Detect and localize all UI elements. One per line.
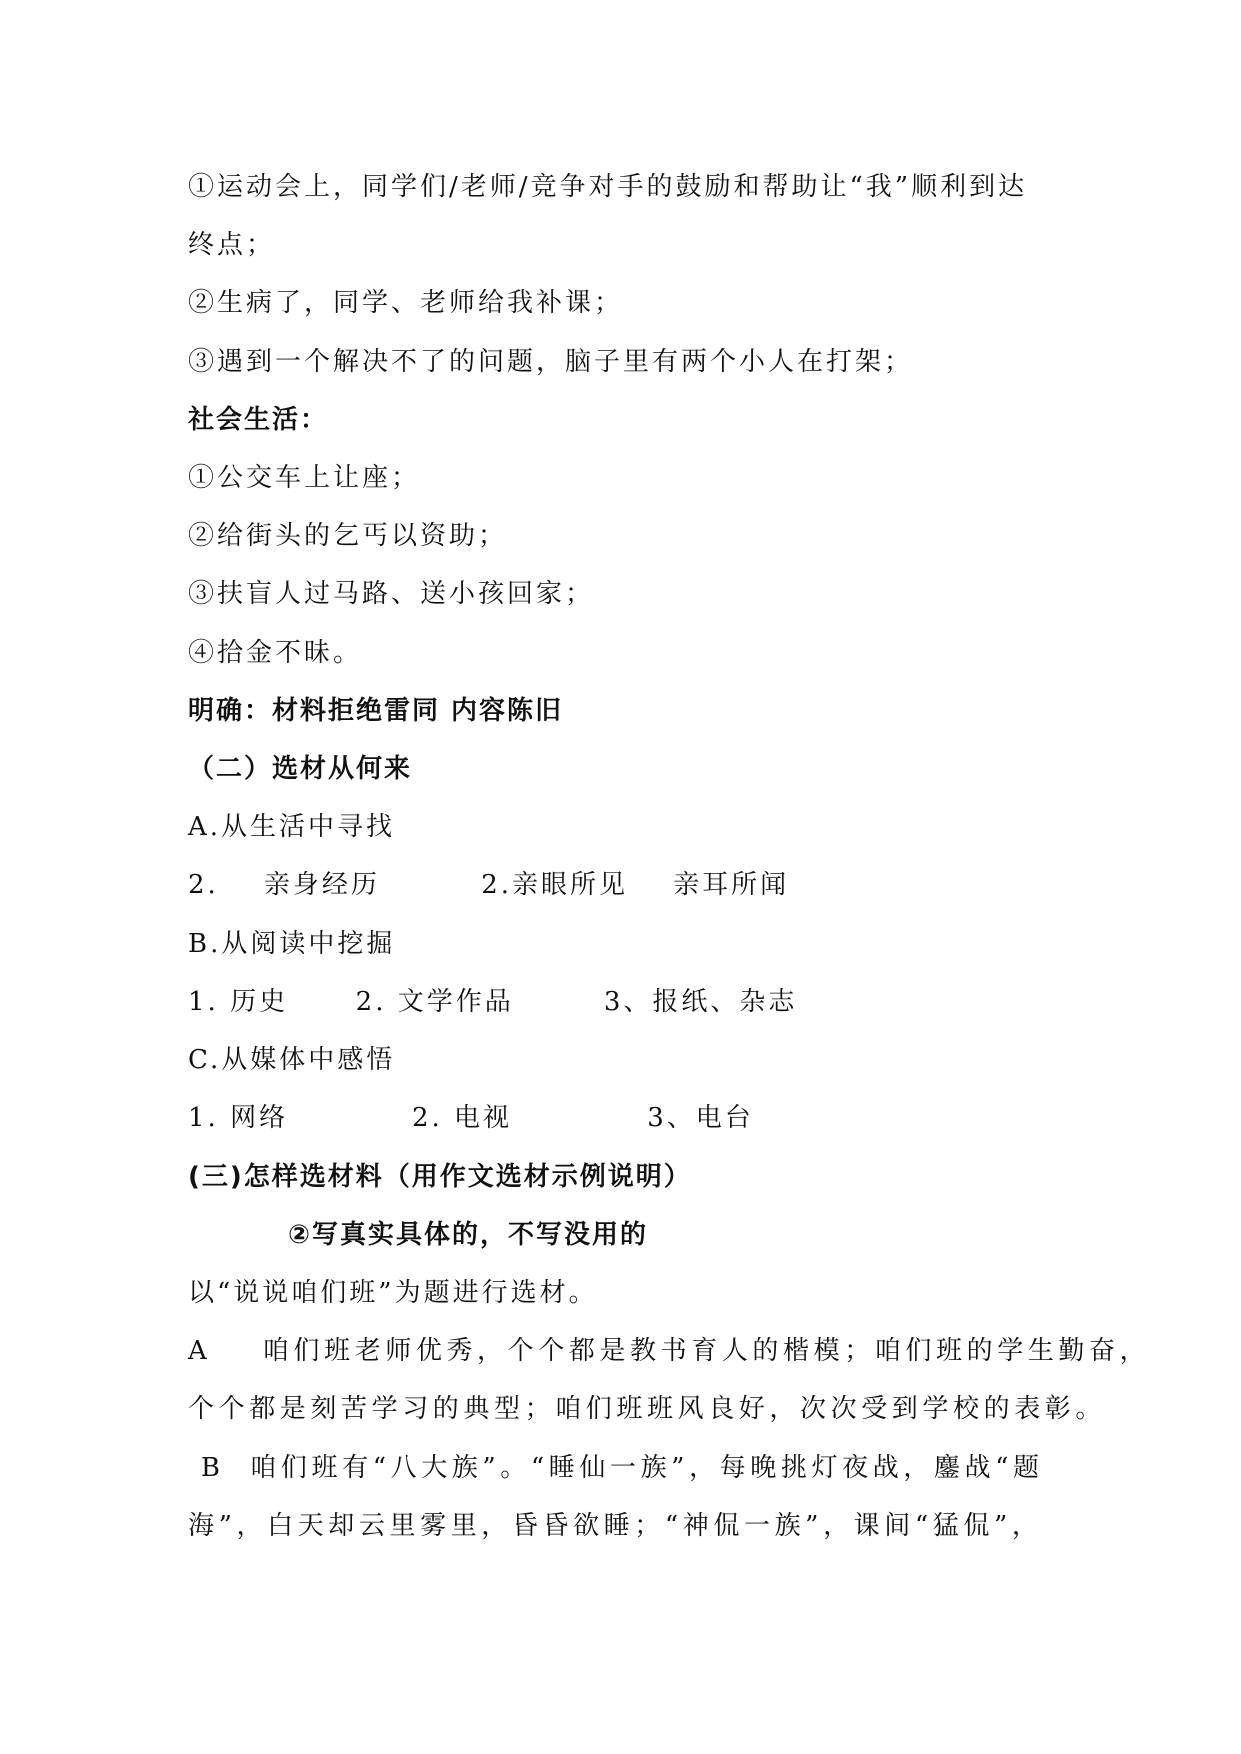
text-line: 2. 亲身经历 2.亲眼所见 亲耳所闻 bbox=[188, 870, 790, 900]
text-line: 个个都是刻苦学习的典型；咱们班班风良好，次次受到学校的表彰。 bbox=[188, 1394, 1107, 1424]
section-heading: （二）选材从何来 bbox=[188, 754, 413, 784]
text-line: A 咱们班老师优秀，个个都是教书育人的楷模；咱们班的学生勤奋， bbox=[188, 1336, 1151, 1366]
text-line: ②给街头的乞丐以资助； bbox=[188, 521, 508, 551]
text-line: 海”，白天却云里雾里，昏昏欲睡；“神侃一族”，课间“猛侃”， bbox=[188, 1511, 1043, 1541]
text-line: B 咱们班有“八大族”。“睡仙一族”，每晚挑灯夜战，鏖战“题 bbox=[188, 1453, 1044, 1483]
text-line: A.从生活中寻找 bbox=[188, 812, 396, 842]
text-line: ①公交车上让座； bbox=[188, 463, 421, 493]
text-line: ②生病了，同学、老师给我补课； bbox=[188, 288, 624, 318]
text-line: 终点； bbox=[188, 230, 276, 260]
text-line: 以“说说咱们班”为题进行选材。 bbox=[188, 1278, 598, 1308]
section-heading: 社会生活： bbox=[188, 405, 329, 435]
text-line: ①运动会上，同学们/老师/竞争对手的鼓励和帮助让“我”顺利到达 bbox=[188, 172, 1028, 202]
text-line: ③遇到一个解决不了的问题，脑子里有两个小人在打架； bbox=[188, 347, 914, 377]
text-line: C.从媒体中感悟 bbox=[188, 1045, 396, 1075]
subsection-heading: ②写真实具体的，不写没用的 bbox=[288, 1220, 649, 1250]
text-line: ④拾金不昧。 bbox=[188, 638, 363, 668]
text-line: 1. 历史 2. 文学作品 3、报纸、杂志 bbox=[188, 987, 798, 1017]
text-line: ③扶盲人过马路、送小孩回家； bbox=[188, 579, 595, 609]
text-line: B.从阅读中挖掘 bbox=[188, 929, 396, 959]
section-heading: (三)怎样选材料（用作文选材示例说明） bbox=[188, 1162, 692, 1192]
section-heading: 明确：材料拒绝雷同 内容陈旧 bbox=[188, 696, 564, 726]
text-line: 1. 网络 2. 电视 3、电台 bbox=[188, 1103, 754, 1133]
